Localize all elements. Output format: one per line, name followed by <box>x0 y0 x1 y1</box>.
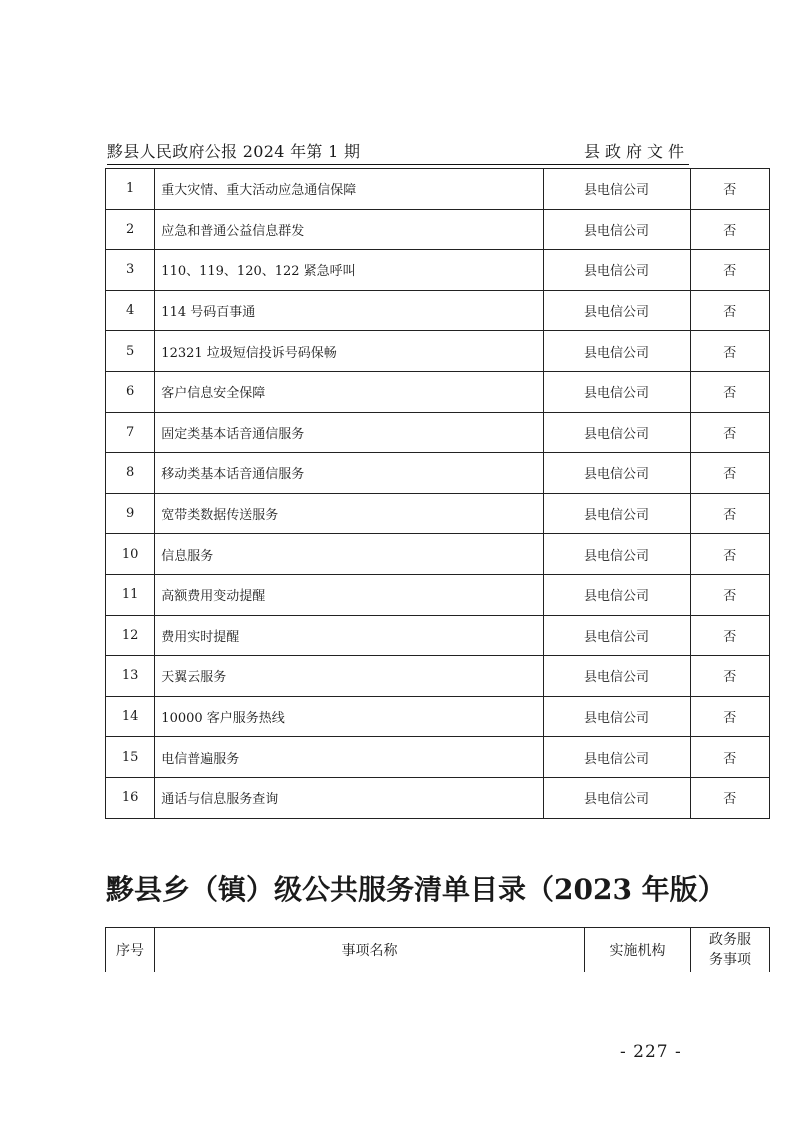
table-row <box>106 453 770 494</box>
row-org: 县电信公司 <box>543 371 690 412</box>
row-num: 9 <box>106 493 155 534</box>
table-row <box>106 615 770 656</box>
row-org: 县电信公司 <box>543 534 690 575</box>
row-num: 15 <box>106 737 155 778</box>
table-row <box>106 290 770 331</box>
table-row <box>106 331 770 372</box>
header-num: 序号 <box>106 928 155 973</box>
page-number: - 227 - <box>620 1042 682 1062</box>
row-svc: 否 <box>690 331 770 372</box>
row-svc: 否 <box>690 250 770 291</box>
row-svc: 否 <box>690 534 770 575</box>
row-svc: 否 <box>690 737 770 778</box>
row-num: 16 <box>106 777 155 818</box>
table-row <box>106 656 770 697</box>
table-row <box>106 250 770 291</box>
row-svc: 否 <box>690 615 770 656</box>
table-row <box>106 574 770 615</box>
row-num: 8 <box>106 453 155 494</box>
row-org: 县电信公司 <box>543 453 690 494</box>
row-name: 重大灾情、重大活动应急通信保障 <box>155 169 543 210</box>
row-name: 10000 客户服务热线 <box>155 696 543 737</box>
table-row <box>106 412 770 453</box>
table-row <box>106 209 770 250</box>
row-num: 13 <box>106 656 155 697</box>
row-org: 县电信公司 <box>543 169 690 210</box>
row-org: 县电信公司 <box>543 696 690 737</box>
header-name: 事项名称 <box>155 928 585 973</box>
row-org: 县电信公司 <box>543 777 690 818</box>
row-name: 110、119、120、122 紧急呼叫 <box>155 250 543 291</box>
table-row <box>106 534 770 575</box>
table-row <box>106 696 770 737</box>
row-svc: 否 <box>690 209 770 250</box>
row-name: 宽带类数据传送服务 <box>155 493 543 534</box>
township-service-table <box>105 927 770 972</box>
row-num: 2 <box>106 209 155 250</box>
row-num: 5 <box>106 331 155 372</box>
row-num: 6 <box>106 371 155 412</box>
row-svc: 否 <box>690 371 770 412</box>
table-row <box>106 169 770 210</box>
row-num: 3 <box>106 250 155 291</box>
row-name: 通话与信息服务查询 <box>155 777 543 818</box>
row-org: 县电信公司 <box>543 331 690 372</box>
row-num: 14 <box>106 696 155 737</box>
row-svc: 否 <box>690 696 770 737</box>
header-publication: 黟县人民政府公报 2024 年第 1 期 <box>107 142 361 161</box>
row-num: 12 <box>106 615 155 656</box>
row-num: 4 <box>106 290 155 331</box>
row-svc: 否 <box>690 777 770 818</box>
row-org: 县电信公司 <box>543 290 690 331</box>
row-name: 信息服务 <box>155 534 543 575</box>
row-org: 县电信公司 <box>543 737 690 778</box>
header-section: 县政府文件 <box>583 142 689 161</box>
header-org: 实施机构 <box>585 928 691 973</box>
header-svc-line1: 政务服 <box>709 932 751 948</box>
row-num: 7 <box>106 412 155 453</box>
table-row <box>106 737 770 778</box>
row-name: 固定类基本话音通信服务 <box>155 412 543 453</box>
row-name: 应急和普通公益信息群发 <box>155 209 543 250</box>
row-num: 1 <box>106 169 155 210</box>
table-row <box>106 371 770 412</box>
row-svc: 否 <box>690 412 770 453</box>
running-header <box>107 140 689 165</box>
row-num: 10 <box>106 534 155 575</box>
row-org: 县电信公司 <box>543 250 690 291</box>
row-org: 县电信公司 <box>543 412 690 453</box>
table-row <box>106 493 770 534</box>
row-org: 县电信公司 <box>543 209 690 250</box>
row-org: 县电信公司 <box>543 656 690 697</box>
row-name: 高额费用变动提醒 <box>155 574 543 615</box>
row-name: 费用实时提醒 <box>155 615 543 656</box>
header-svc <box>691 928 770 973</box>
header-svc-line2: 务事项 <box>709 952 751 968</box>
row-name: 电信普遍服务 <box>155 737 543 778</box>
row-name: 12321 垃圾短信投诉号码保畅 <box>155 331 543 372</box>
row-svc: 否 <box>690 453 770 494</box>
section-title: 黟县乡（镇）级公共服务清单目录（2023 年版） <box>106 873 726 906</box>
service-list-table <box>105 168 770 819</box>
row-svc: 否 <box>690 656 770 697</box>
row-svc: 否 <box>690 290 770 331</box>
row-name: 客户信息安全保障 <box>155 371 543 412</box>
row-svc: 否 <box>690 574 770 615</box>
table-header-row <box>106 928 770 973</box>
row-name: 天翼云服务 <box>155 656 543 697</box>
table-row <box>106 777 770 818</box>
row-svc: 否 <box>690 493 770 534</box>
row-org: 县电信公司 <box>543 574 690 615</box>
row-org: 县电信公司 <box>543 615 690 656</box>
row-num: 11 <box>106 574 155 615</box>
row-name: 114 号码百事通 <box>155 290 543 331</box>
row-name: 移动类基本话音通信服务 <box>155 453 543 494</box>
row-svc: 否 <box>690 169 770 210</box>
row-org: 县电信公司 <box>543 493 690 534</box>
